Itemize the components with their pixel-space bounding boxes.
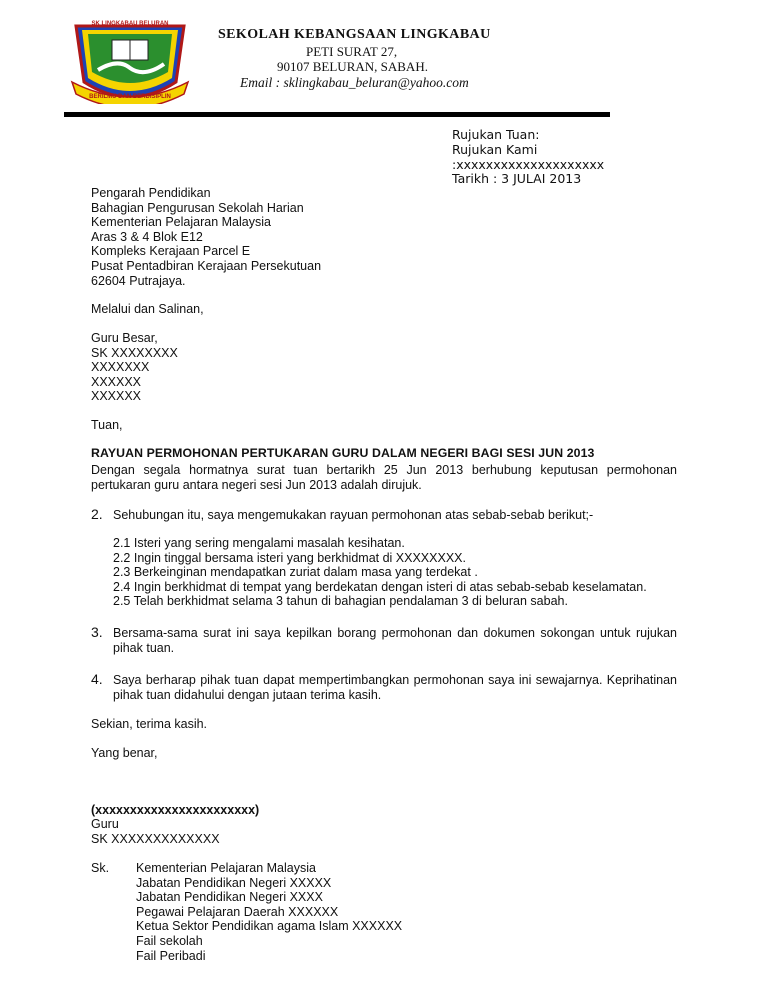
point-number: 3. xyxy=(91,624,103,640)
cc-item: Fail Peribadi xyxy=(136,948,206,963)
cc-item: Fail sekolah xyxy=(136,933,203,948)
recipient-line: 62604 Putrajaya. xyxy=(91,273,186,288)
letter-subject: RAYUAN PERMOHONAN PERTUKARAN GURU DALAM NEGERI BAGI SESI JUN 2013 xyxy=(91,446,595,460)
signature-school: SK XXXXXXXXXXXXX xyxy=(91,831,220,846)
cc-item: Pegawai Pelajaran Daerah XXXXXX xyxy=(136,904,339,919)
ref-your-reference: Rujukan Tuan: xyxy=(452,127,540,142)
ref-number: :xxxxxxxxxxxxxxxxxxxx xyxy=(452,156,605,172)
point-text: Sehubungan itu, saya mengemukakan rayuan permohonan atas sebab-sebab berikut;- xyxy=(113,508,594,522)
recipient-line: Pusat Pentadbiran Kerajaan Persekutuan xyxy=(91,258,322,273)
signature-name: (xxxxxxxxxxxxxxxxxxxxxxx) xyxy=(91,803,260,817)
recipient-line: Kompleks Kerajaan Parcel E xyxy=(91,244,251,259)
address-line-2: 90107 BELURAN, SABAH. xyxy=(277,59,428,74)
signature-details xyxy=(91,817,220,846)
paragraph-1: Dengan segala hormatnya surat tuan bertarikh 25 Jun 2013 berhubung keputusan permohonan pertukaran guru antara negeri sesi Jun 2013 adalah dirujuk. xyxy=(91,463,677,492)
cc-list xyxy=(136,861,402,963)
list-item: 2.1 Isteri yang sering mengalami masalah kesihatan. xyxy=(113,536,405,550)
via-line: Melalui dan Salinan, xyxy=(91,302,204,316)
reference-block xyxy=(452,128,604,187)
reasons-list xyxy=(113,536,647,609)
point-number: 2. xyxy=(91,506,103,522)
sign-off: Yang benar, xyxy=(91,746,158,760)
headmaster-line: XXXXXX xyxy=(91,374,142,389)
logo-school-text: SK LINGKABAU BELURAN xyxy=(91,21,169,27)
signature-role: Guru xyxy=(91,817,119,831)
ref-date: Tarikh : 3 JULAI 2013 xyxy=(452,171,582,187)
list-item: 2.2 Ingin tinggal bersama isteri yang berkhidmat di XXXXXXXX. xyxy=(113,550,466,565)
point-4 xyxy=(91,673,677,702)
point-text: Bersama-sama surat ini saya kepilkan borang permohonan dan dokumen sokongan untuk rujukan pihak tuan. xyxy=(113,626,677,655)
recipient-line: Pengarah Pendidikan xyxy=(91,186,211,200)
headmaster-line: SK XXXXXXXX xyxy=(91,345,178,360)
recipient-line: Bahagian Pengurusan Sekolah Harian xyxy=(91,200,304,215)
salutation: Tuan, xyxy=(91,418,123,432)
recipient-line: Aras 3 & 4 Blok E12 xyxy=(91,229,203,244)
school-name: SEKOLAH KEBANGSAAN LINGKABAU xyxy=(218,27,491,42)
headmaster-line: XXXXXX xyxy=(91,389,142,404)
list-item: 2.5 Telah berkhidmat selama 3 tahun di bahagian pendalaman 3 di beluran sabah. xyxy=(113,594,568,609)
point-2 xyxy=(91,508,677,523)
cc-label: Sk. xyxy=(91,861,110,875)
school-email: Email : sklingkabau_beluran@yahoo.com xyxy=(240,75,469,90)
headmaster-line: Guru Besar, xyxy=(91,331,158,345)
point-number: 4. xyxy=(91,671,103,687)
logo-motto: BERILMU DAN BERDISIPLIN xyxy=(89,94,171,100)
recipient-line: Kementerian Pelajaran Malaysia xyxy=(91,215,271,230)
point-text: Saya berharap pihak tuan dapat mempertimbangkan permohonan saya ini sewajarnya. Keprihatinan pihak tuan didahului dengan jutaan terima kasih. xyxy=(113,673,677,702)
school-logo xyxy=(68,12,192,104)
cc-item: Kementerian Pelajaran Malaysia xyxy=(136,861,316,875)
list-item: 2.4 Ingin berkhidmat di tempat yang berdekatan dengan isteri di atas sebab-sebab keselamatan. xyxy=(113,579,647,594)
list-item: 2.3 Berkeinginan mendapatkan zuriat dalam masa yang terdekat . xyxy=(113,565,478,580)
school-crest-icon xyxy=(68,12,192,104)
cc-item: Ketua Sektor Pendidikan agama Islam XXXXXX xyxy=(136,919,403,934)
headmaster-line: XXXXXXX xyxy=(91,360,150,375)
cc-item: Jabatan Pendidikan Negeri XXXXX xyxy=(136,875,332,890)
recipient-address xyxy=(91,186,321,288)
cc-item: Jabatan Pendidikan Negeri XXXX xyxy=(136,890,323,905)
headmaster-address xyxy=(91,331,178,404)
closing-line: Sekian, terima kasih. xyxy=(91,717,208,731)
address-line-1: PETI SURAT 27, xyxy=(306,44,398,59)
ref-our-reference: Rujukan Kami xyxy=(452,141,538,157)
point-3 xyxy=(91,626,677,655)
header-rule xyxy=(64,112,610,117)
